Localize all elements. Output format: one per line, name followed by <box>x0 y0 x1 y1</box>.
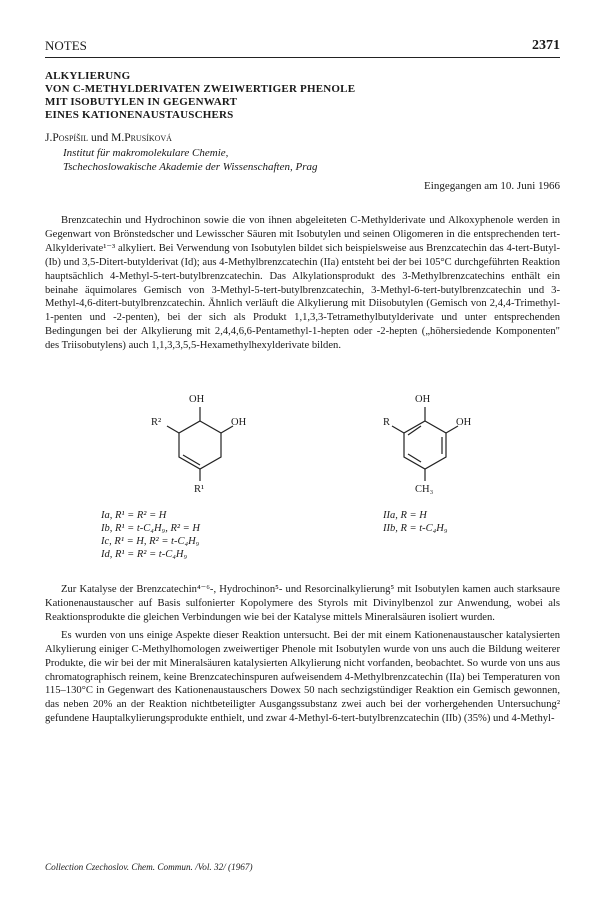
author-2: M.Prusíková <box>111 132 172 144</box>
compound-list-II <box>383 509 448 535</box>
label-oh: OH <box>415 394 431 406</box>
label-ch3: CH₃ <box>415 484 434 496</box>
chemical-structures <box>45 359 560 579</box>
compound-row: Ic, R¹ = H, R² = t-C₄H₉ <box>101 536 200 548</box>
journal-footer: Collection Czechoslov. Chem. Commun. /Vol. 32/ (1967) <box>45 862 253 872</box>
compound-row: IIa, R = H <box>383 510 427 522</box>
author-conjunction: und <box>90 132 109 144</box>
compound-row: Ia, R¹ = R² = H <box>101 510 167 522</box>
label-oh: OH <box>231 417 247 429</box>
page <box>45 38 560 726</box>
compound-row: Id, R¹ = R² = t-C₄H₉ <box>101 549 188 561</box>
catechol-ring <box>167 407 233 481</box>
label-oh: OH <box>456 417 472 429</box>
authors <box>45 132 560 144</box>
page-number: 2371 <box>532 38 560 53</box>
title-line: EINES KATIONENAUSTAUSCHERS <box>45 109 234 121</box>
title-line: VON C-METHYLDERIVATEN ZWEIWERTIGER PHENOLE <box>45 83 356 95</box>
compound-row: IIb, R = t-C₄H₉ <box>383 523 448 535</box>
label-r1: R¹ <box>194 484 205 496</box>
received-date: Eingegangen am 10. Juni 1966 <box>424 180 560 192</box>
paragraph-intro: Brenzcatechin und Hydrochinon sowie die von ihnen abgeleiteten C-Methylderivate und Alkoxyphenole werden in Gegenwart von Brönstedscher und Lewisscher Säuren mit Isobutylen und seinen Oligomeren in die entsprechenden tert-Alkylderivate¹⁻³ alkyliert. Bei Verwendung von Isobutylen bildet sich beispielsweise aus Brenzcatechin das 4-tert-Butyl-(Ib) und 3,5-Ditert-butylderivat (Id); aus 4-Methylbrenzcatechin (IIa) entsteht bei der bei 105°C durchgeführten Reaktion hauptsächlich 4-Methyl-5-tert-butylbrenzcatechin. Das Alkylationsprodukt des 3-Methylbrenzcatechins enthält ein beinahe äquimolares Gemisch von 3-Methyl-5-tert-butylbrenzcatechin, 3-Methyl-6-tert-butylbrenzcatechin und 3-Methyl-4,6-ditert-butylbrenzcatechin. Ähnlich verläuft die Alkylierung mit Diisobutylen (Gemisch von 2,4,4-Trimethyl-1-penten und -2-penten), bei der sich als Produkt 1,1,3,3-Tetramethylbutylderivate und unter entsprechenden Bedingungen bei der Alkylierung mit 2,4,4,6,6-Pentamethyl-1-hepten oder -2-hepten („höhersiedende Komponenten" des Triisobutylens) auch 1,1,3,3,5,5-Hexamethylhexylderivate bilden. <box>45 215 560 352</box>
affiliation-line: Institut für makromolekulare Chemie, <box>63 147 229 159</box>
affiliation <box>45 146 560 174</box>
methylcatechol-ring <box>392 407 458 481</box>
affiliation-line: Tschechoslowakische Akademie der Wissenschaften, Prag <box>63 161 318 173</box>
label-r: R <box>383 417 391 429</box>
label-oh: OH <box>189 394 205 406</box>
section-label: NOTES <box>45 38 87 53</box>
compound-row: Ib, R¹ = t-C₄H₉, R² = H <box>101 523 200 535</box>
compound-list-I <box>101 509 200 561</box>
title-line: ALKYLIERUNG <box>45 70 131 82</box>
author-1: J.Pospíšil <box>45 132 89 144</box>
running-header <box>45 38 560 58</box>
paragraph-catalysis: Zur Katalyse der Brenzcatechin⁴⁻⁶-, Hydrochinon⁵- und Resorcinalkylierung⁵ mit Isobutylen kamen auch starksaure Kationenaustauscher auf Basis sulfonierter Kopolymere des Styrols mit Divinylbenzol zur Anwendung, wobei als Reaktionsprodukte die gleichen Verbindungen wie bei der Katalyse mittels Mineralsäuren isoliert wurden. <box>45 584 560 623</box>
label-r2: R² <box>151 417 162 429</box>
article-title <box>45 70 560 122</box>
paragraph-results: Es wurden von uns einige Aspekte dieser Reaktion untersucht. Bei der mit einem Kationenaustauscher katalysierten Alkylierung einiger C-Methylhomologen zweiwertiger Phenole mit Isobutylen wurde von uns auch die Bildung weiterer Produkte, die wir bei der mit Mineralsäuren katalysierten Alkylierung nicht vorfanden, beobachtet. So wurde von uns aus chromatographisch reinem, keine Brenzcatechinspuren aufweisendem 4-Methylbrenzcatechin (IIa) bei Temperaturen von 115–130°C in Gegenwart des Kationenaustauschers Dowex 50 nach sechzigstündiger Reaktion ein Gemisch gewonnen, das neben 20% an der Reaktion nichtbeteiligter Ausgangssubstanz zwei auch bei der vorhergehenden Untersuchung² gefundene Hauptalkylierungsprodukte enthielt, und zwar 4-Methyl-6-tert-butylbrenzcatechin (IIb) (35%) und 4-Methyl- <box>45 629 560 725</box>
title-line: MIT ISOBUTYLEN IN GEGENWART <box>45 96 238 108</box>
